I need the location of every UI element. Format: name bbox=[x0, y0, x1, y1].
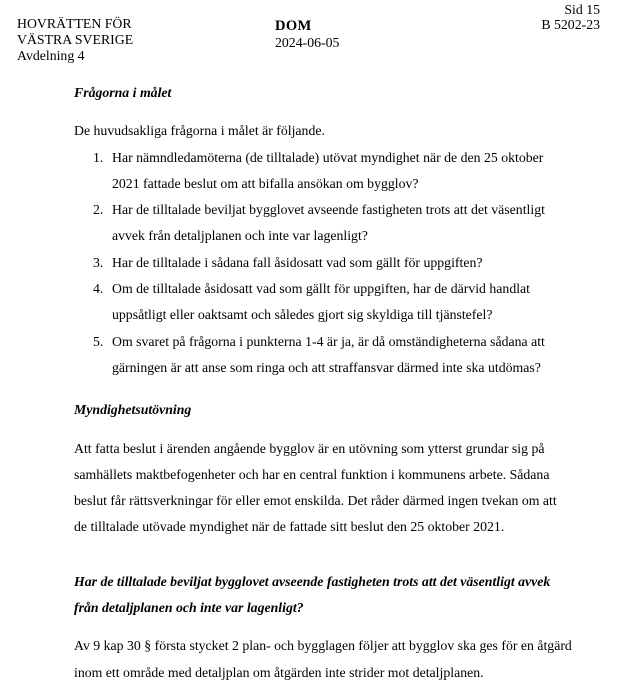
list-item-text: Har de tilltalade beviljat bygglovet avseende fastigheten trots att det väsentligt avvek från detaljplanen och inte var lagenligt? bbox=[112, 202, 545, 244]
document-body bbox=[74, 80, 573, 686]
list-item-number: 3. bbox=[93, 254, 104, 270]
authority-paragraph: Att fatta beslut i ärenden angående bygglov är en utövning som ytterst grundar sig på samhällets maktbefogenheter och har en central funktion i kommunens arbete. Sådana beslut får rättsverkningar för eller emot enskilda. Det råder därmed ingen tvekan om att de tilltalade utövade myndighet när de fattade sitt beslut den 25 oktober 2021. bbox=[74, 440, 557, 535]
section-heading-authority: Myndighetsutövning bbox=[74, 402, 192, 418]
document-date: 2024-06-05 bbox=[275, 34, 340, 50]
list-item-text: Har de tilltalade i sådana fall åsidosatt vad som gällt för uppgiften? bbox=[112, 254, 483, 270]
court-name-line2: VÄSTRA SVERIGE bbox=[17, 32, 134, 48]
court-name-line1: HOVRÄTTEN FÖR bbox=[17, 16, 132, 31]
list-item bbox=[74, 329, 573, 382]
section-heading-questions: Frågorna i målet bbox=[74, 85, 172, 100]
court-division: Avdelning 4 bbox=[17, 48, 85, 64]
page-case-block bbox=[541, 2, 600, 32]
list-item-number: 4. bbox=[93, 281, 104, 297]
list-item bbox=[74, 145, 573, 198]
list-item bbox=[74, 276, 573, 329]
list-item-number: 2. bbox=[93, 202, 104, 218]
case-number: B 5202-23 bbox=[541, 17, 600, 32]
document-type-block bbox=[275, 19, 339, 50]
questions-list bbox=[74, 145, 573, 382]
list-item-text: Om svaret på frågorna i punkterna 1-4 är ja, är då omständigheterna sådana att gärningen är att anse som ringa och att straffansvar därmed inte ska utdömas? bbox=[112, 333, 545, 375]
page-number-label: Sid 15 bbox=[564, 2, 600, 17]
list-item-number: 1. bbox=[93, 149, 104, 165]
list-item-text: Har nämndledamöterna (de tilltalade) utövat myndighet när de den 25 oktober 2021 fattade beslut om att bifalla ansökan om bygglov? bbox=[112, 149, 544, 191]
list-item bbox=[74, 250, 573, 276]
list-item bbox=[74, 197, 573, 250]
document-type-label: DOM bbox=[275, 18, 312, 34]
section-heading-permit: Har de tilltalade beviljat bygglovet avseende fastigheten trots att det väsentligt avvek från detaljplanen och inte var lagenligt? bbox=[74, 573, 551, 616]
list-item-text: Om de tilltalade åsidosatt vad som gällt för uppgiften, har de därvid handlat uppsåtligt eller oaktsamt och således gjort sig skyldiga till tjänstefel? bbox=[112, 281, 531, 323]
list-item-number: 5. bbox=[93, 333, 104, 349]
intro-paragraph: De huvudsakliga frågorna i målet är följande. bbox=[74, 123, 325, 139]
permit-paragraph: Av 9 kap 30 § första stycket 2 plan- och bygglagen följer att bygglov ska ges för en åtgärd inom ett område med detaljplan om åtgärden inte strider mot detaljplanen. bbox=[74, 638, 572, 680]
court-header-block bbox=[17, 16, 133, 65]
